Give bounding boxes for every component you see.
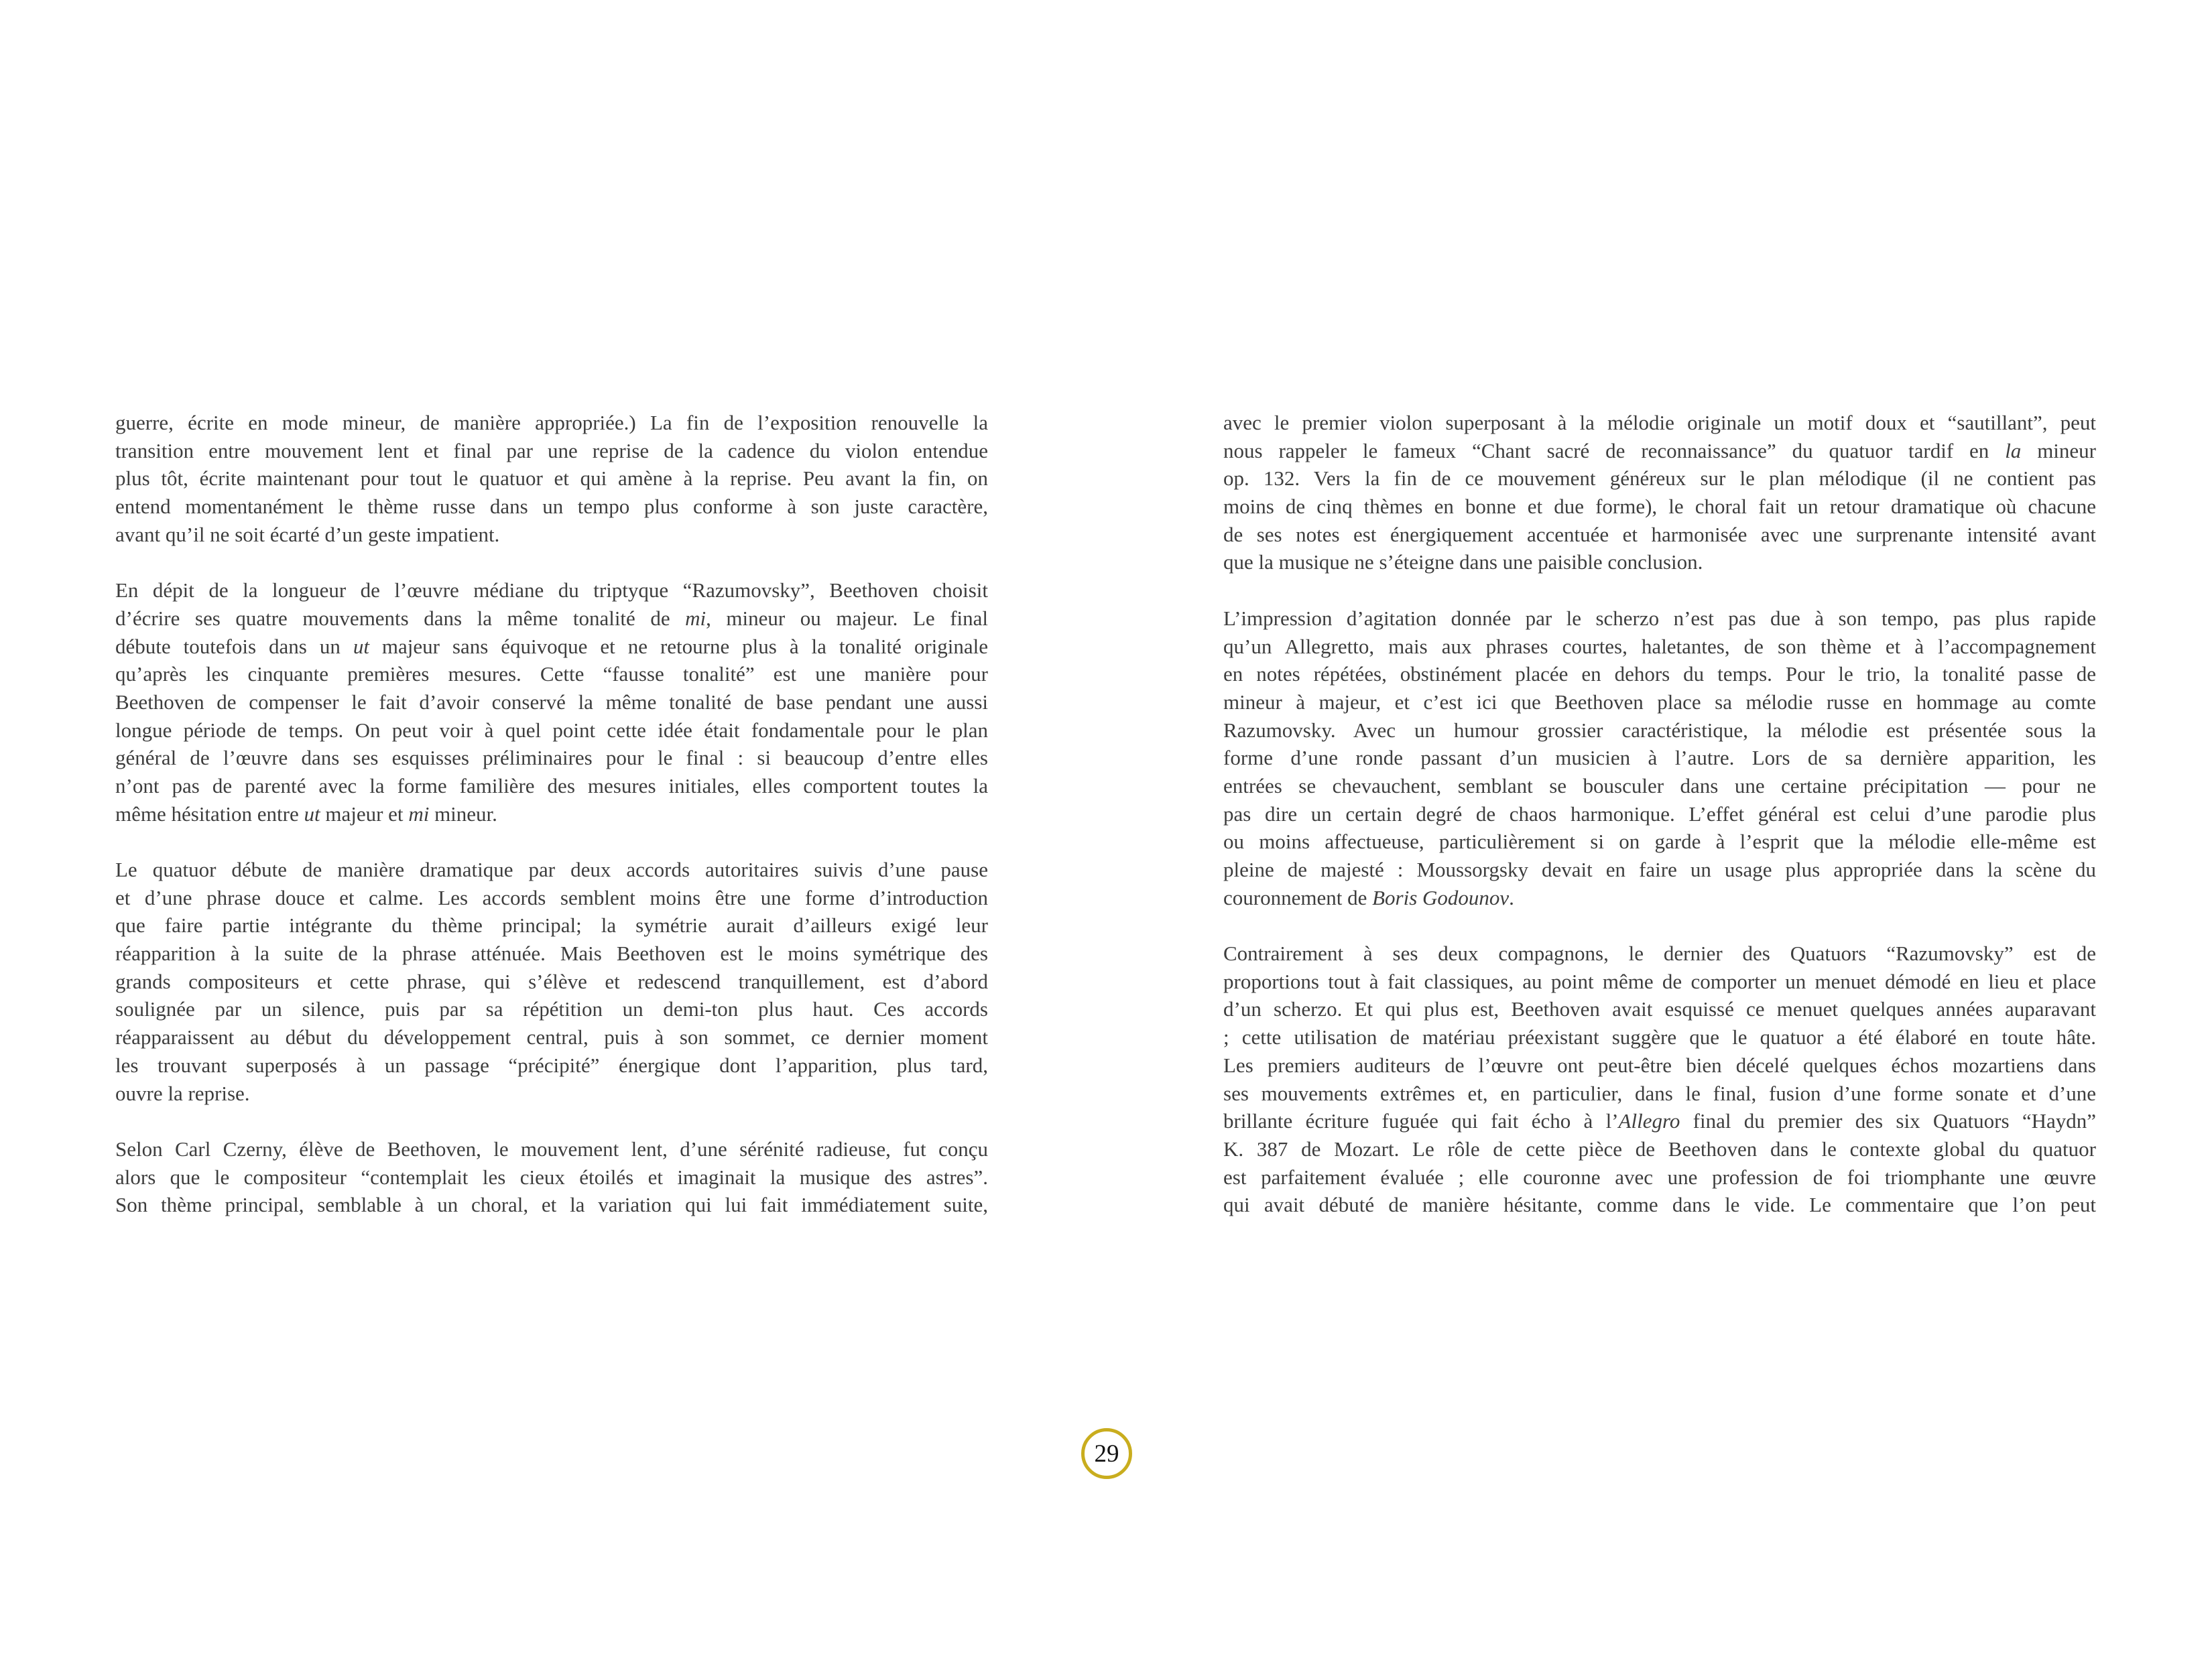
text-line: entrées se chevauchent, semblant se bousculer dans une certaine précipitation — pour ne [1223,773,2096,797]
text-line: alors que le compositeur “contemplait les cieux étoilés et imaginait la musique des astres”. [115,1165,988,1189]
text-line: ou moins affectueuse, particulièrement si on garde à l’esprit que la mélodie elle-même est [1223,830,2096,854]
text-line: général de l’œuvre dans ses esquisses préliminaires pour le final : si beaucoup d’entre elles [115,746,988,770]
text-line: Le quatuor débute de manière dramatique par deux accords autoritaires suivis d’une pause [115,858,988,881]
italic-text: la [2005,438,2022,462]
text-line: grands compositeurs et cette phrase, qui s’élève et redescend tranquillement, est d’abord [115,969,988,993]
text-line: qui avait débuté de manière hésitante, comme dans le vide. Le commentaire que l’on peut [1223,1193,2096,1217]
right-text-column [1223,409,2096,1247]
text-line: couronnement de Boris Godounov. [1223,885,1514,909]
text-line: avec le premier violon superposant à la mélodie originale un motif doux et “sautillant”, peut [1223,411,2096,434]
text-line: ouvre la reprise. [115,1081,250,1105]
text-line: en notes répétées, obstinément placée en dehors du temps. Pour le trio, la tonalité passe de [1223,662,2096,686]
text-line: réapparition à la suite de la phrase atténuée. Mais Beethoven est le moins symétrique des [115,942,988,966]
text-line: d’un scherzo. Et qui plus est, Beethoven avait esquissé ce menuet quelques années auparavant [1223,997,2096,1021]
text-line: brillante écriture fuguée qui fait écho à l’Allegro final du premier des six Quatuors “Haydn” [1223,1109,2096,1133]
text-line: même hésitation entre ut majeur et mi mineur. [115,802,497,826]
text-line: K. 387 de Mozart. Le rôle de cette pièce de Beethoven dans le contexte global du quatuor [1223,1137,2096,1161]
left-text-column [115,409,988,1247]
paragraph [115,856,988,1107]
text-line: Selon Carl Czerny, élève de Beethoven, le mouvement lent, d’une sérénité radieuse, fut conçu [115,1137,988,1161]
text-line: qu’après les cinquante premières mesures. Cette “fausse tonalité” est une manière pour [115,662,988,686]
italic-text: mi [408,802,430,826]
page-number: 29 [1094,1440,1119,1468]
text-line: pleine de majesté : Moussorgsky devait en faire un usage plus appropriée dans la scène du [1223,858,2096,881]
text-line: plus tôt, écrite maintenant pour tout le quatuor et qui amène à la reprise. Peu avant la fin, on [115,466,988,491]
text-line: de ses notes est énergiquement accentuée et harmonisée avec une surprenante intensité avant [1223,522,2096,546]
paragraph [1223,604,2096,912]
text-line: que faire partie intégrante du thème principal; la symétrie aurait d’ailleurs exigé leur [115,913,988,938]
text-line: moins de cinq thèmes en bonne et due forme), le choral fait un retour dramatique où chacune [1223,495,2096,519]
text-line: et d’une phrase douce et calme. Les accords semblent moins être une forme d’introduction [115,885,988,909]
text-line: op. 132. Vers la fin de ce mouvement généreux sur le plan mélodique (il ne contient pas [1223,466,2096,491]
text-line: guerre, écrite en mode mineur, de manière appropriée.) La fin de l’exposition renouvelle la [115,411,988,434]
page-number-badge [1081,1428,1132,1479]
paragraph [115,1135,988,1219]
text-line: longue période de temps. On peut voir à quel point cette idée était fondamentale pour le plan [115,718,988,742]
text-line: forme d’une ronde passant d’un musicien à l’autre. Lors de sa dernière apparition, les [1223,746,2096,770]
text-line: d’écrire ses quatre mouvements dans la même tonalité de mi, mineur ou majeur. Le final [115,606,988,630]
text-line: Beethoven de compenser le fait d’avoir conservé la même tonalité de base pendant une aussi [115,690,988,714]
text-line: ; cette utilisation de matériau préexistant suggère que le quatuor a été élaboré en toute hâte. [1223,1025,2096,1049]
paragraph [115,409,988,548]
text-line: n’ont pas de parenté avec la forme familière des mesures initiales, elles comportent toutes la [115,773,988,797]
text-line: ses mouvements extrêmes et, en particulier, dans le final, fusion d’une forme sonate et d’une [1223,1081,2096,1105]
text-line: Razumovsky. Avec un humour grossier caractéristique, la mélodie est présentée sous la [1223,718,2096,742]
text-line: avant qu’il ne soit écarté d’un geste impatient. [115,522,500,546]
text-line: proportions tout à fait classiques, au point même de comporter un menuet démodé en lieu et place [1223,969,2096,993]
text-line: Son thème principal, semblable à un choral, et la variation qui lui fait immédiatement suite, [115,1193,988,1217]
text-line: qu’un Allegretto, mais aux phrases courtes, haletantes, de son thème et à l’accompagnement [1223,634,2096,658]
text-line: entend momentanément le thème russe dans un tempo plus conforme à son juste caractère, [115,495,988,519]
italic-text: mi [685,606,706,630]
text-line: les trouvant superposés à un passage “précipité” énergique dont l’apparition, plus tard, [115,1053,988,1077]
text-line: que la musique ne s’éteigne dans une paisible conclusion. [1223,550,1703,574]
text-line: L’impression d’agitation donnée par le scherzo n’est pas due à son tempo, pas plus rapide [1223,606,2096,630]
text-line: Contrairement à ses deux compagnons, le dernier des Quatuors “Razumovsky” est de [1223,942,2096,966]
italic-text: ut [304,802,320,826]
text-line: réapparaissent au début du développement central, puis à son sommet, ce dernier moment [115,1025,988,1049]
paragraph [1223,409,2096,576]
text-line: En dépit de la longueur de l’œuvre médiane du triptyque “Razumovsky”, Beethoven choisit [115,578,988,602]
text-line: soulignée par un silence, puis par sa répétition un demi-ton plus haut. Ces accords [115,997,988,1021]
italic-text: Boris Godounov [1372,885,1510,909]
paragraph [115,576,988,828]
text-line: transition entre mouvement lent et final par une reprise de la cadence du violon entendue [115,438,988,462]
text-line: nous rappeler le fameux “Chant sacré de reconnaissance” du quatuor tardif en la mineur [1223,438,2097,462]
text-line: mineur à majeur, et c’est ici que Beethoven place sa mélodie russe en hommage au comte [1223,690,2096,714]
paragraph [1223,940,2096,1219]
text-line: Les premiers auditeurs de l’œuvre ont peut-être bien décelé quelques échos mozartiens dans [1223,1053,2096,1077]
text-line: débute toutefois dans un ut majeur sans équivoque et ne retourne plus à la tonalité originale [115,634,989,658]
italic-text: Allegro [1618,1109,1680,1133]
text-line: pas dire un certain degré de chaos harmonique. L’effet général est celui d’une parodie plus [1223,802,2096,826]
italic-text: ut [353,634,369,658]
text-line: est parfaitement évaluée ; elle couronne avec une profession de foi triomphante une œuvre [1223,1165,2096,1189]
